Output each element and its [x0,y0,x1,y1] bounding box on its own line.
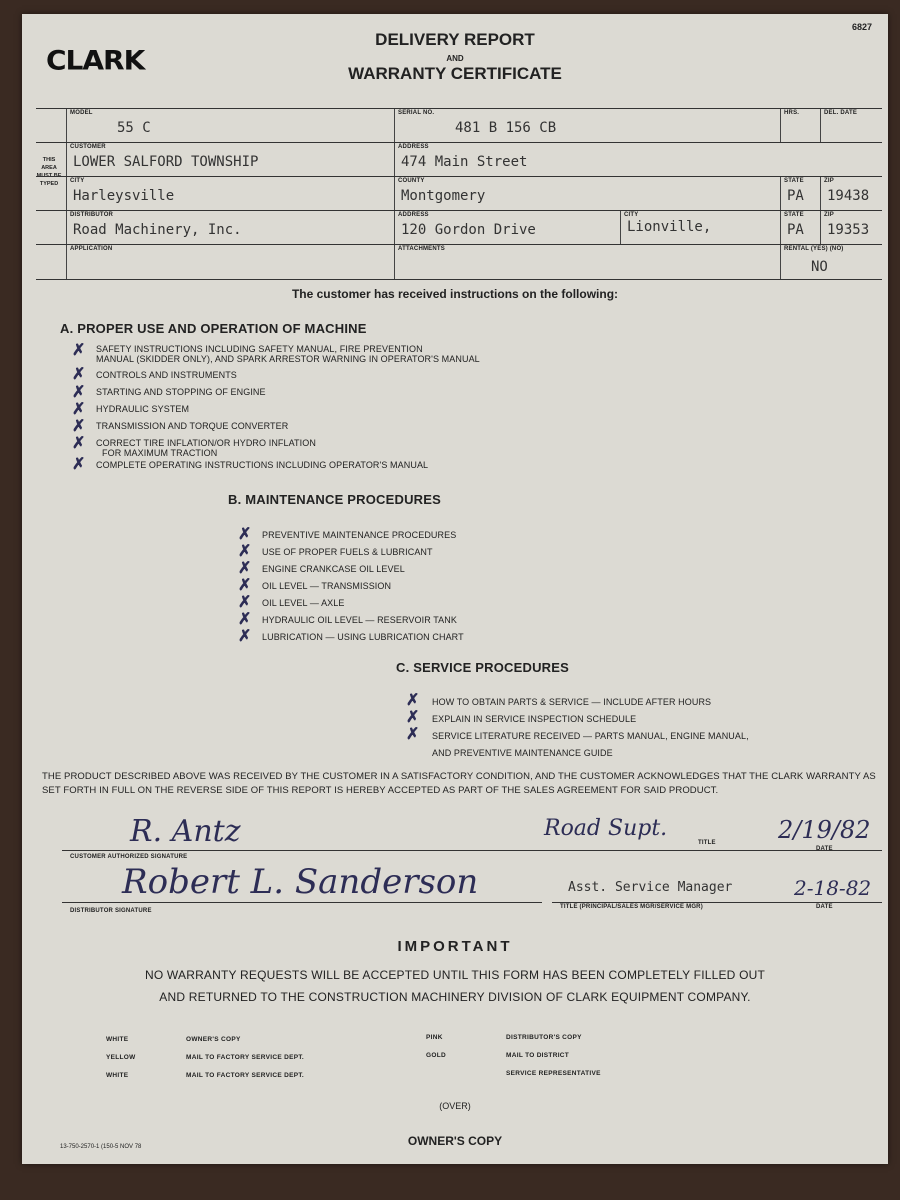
check-mark-icon: ✗ [406,692,420,709]
state-cell[interactable] [780,177,820,211]
clark-logo: CLARK [46,44,145,77]
county-value: Montgomery [401,188,486,204]
copy-color: YELLOW [106,1054,136,1061]
distributor-title-value[interactable]: Asst. Service Manager [568,880,733,895]
customer-signature-line [62,850,542,851]
item-lubrication-chart: LUBRICATION — USING LUBRICATION CHART [262,632,464,642]
check-mark-icon: ✗ [238,543,252,560]
application-label: APPLICATION [70,246,113,252]
customer-date-label: DATE [816,846,833,852]
check-mark-icon: ✗ [238,526,252,543]
application-cell[interactable] [66,245,394,279]
field-grid [36,108,882,278]
model-value: 55 C [117,120,151,136]
copy-color: WHITE [106,1072,129,1079]
rental-cell[interactable] [780,245,882,279]
typed-area-note: THIS AREA MUST BE TYPED [36,157,62,187]
address-cell[interactable] [394,143,882,177]
copy-color: WHITE [106,1036,129,1043]
hrs-label: HRS. [784,110,800,116]
del-date-label: DEL. DATE [824,110,858,116]
item-tire-inflation-cont: FOR MAXIMUM TRACTION [102,448,218,458]
warranty-form [22,14,888,1164]
copy-destination: SERVICE REPRESENTATIVE [506,1070,601,1077]
copy-destination: DISTRIBUTOR'S COPY [506,1034,582,1041]
county-label: COUNTY [398,178,425,184]
dist-address-value: 120 Gordon Drive [401,222,536,238]
distributor-label: DISTRIBUTOR [70,212,114,218]
item-inspection-schedule: EXPLAIN IN SERVICE INSPECTION SCHEDULE [432,714,637,724]
check-mark-icon: ✗ [72,342,86,359]
section-c-heading: C. SERVICE PROCEDURES [396,660,569,675]
item-transmission: TRANSMISSION AND TORQUE CONVERTER [96,421,289,431]
distributor-signature-line [62,902,542,903]
dist-city-value: Lionville, [627,219,712,235]
state-label: STATE [784,178,804,184]
title-delivery-report: DELIVERY REPORT [375,30,535,49]
distributor-value: Road Machinery, Inc. [73,222,242,238]
zip-cell[interactable] [820,177,882,211]
item-oil-transmission: OIL LEVEL — TRANSMISSION [262,581,392,591]
distributor-date-label: DATE [816,904,833,910]
distributor-title-line [552,902,882,903]
zip-label: ZIP [824,178,834,184]
check-mark-icon: ✗ [238,628,252,645]
title-warranty-certificate: WARRANTY CERTIFICATE [348,64,562,83]
copy-destination: OWNER'S COPY [186,1036,241,1043]
instructions-heading: The customer has received instructions on the following: [291,287,619,301]
important-line-2: AND RETURNED TO THE CONSTRUCTION MACHINERY DIVISION OF CLARK EQUIPMENT COMPANY. [159,990,751,1004]
customer-title-line [542,850,722,851]
copy-color: PINK [426,1034,443,1041]
item-starting-stopping: STARTING AND STOPPING OF ENGINE [96,387,266,397]
zip-value: 19438 [827,188,870,204]
item-preventive-maintenance: PREVENTIVE MAINTENANCE PROCEDURES [262,530,457,540]
customer-signature-label: CUSTOMER AUTHORIZED SIGNATURE [70,854,188,860]
check-mark-icon: ✗ [72,418,86,435]
distributor-signature[interactable]: Robert L. Sanderson [122,862,479,902]
form-code: 13-750-2570-1 (150-5 NOV 78 [60,1144,142,1150]
customer-title-value[interactable]: Road Supt. [544,816,668,841]
copy-color: GOLD [426,1052,446,1059]
section-a-heading: A. PROPER USE AND OPERATION OF MACHINE [60,321,367,336]
dist-city-cell[interactable] [620,211,780,245]
check-mark-icon: ✗ [72,435,86,452]
check-mark-icon: ✗ [238,611,252,628]
item-safety-instructions: SAFETY INSTRUCTIONS INCLUDING SAFETY MANUAL, FIRE PREVENTION [96,344,423,354]
check-mark-icon: ✗ [72,384,86,401]
check-mark-icon: ✗ [72,401,86,418]
item-oil-axle: OIL LEVEL — AXLE [262,598,345,608]
item-parts-service: HOW TO OBTAIN PARTS & SERVICE — INCLUDE AFTER HOURS [432,697,712,707]
attachments-cell[interactable] [394,245,780,279]
acceptance-text: THE PRODUCT DESCRIBED ABOVE WAS RECEIVED BY THE CUSTOMER IN A SATISFACTORY CONDITION, AND THE CUSTOMER ACKNOWLEDGES THAT THE CLARK WARRANTY AS SET FORTH IN FULL ON THE REVERSE SIDE OF THIS REPORT IS HEREBY ACCEPTED AS PART OF THE SALES AGREEMENT FOR SAID PRODUCT. [42,771,876,796]
item-operating-instructions: COMPLETE OPERATING INSTRUCTIONS INCLUDING OPERATOR'S MANUAL [96,460,429,470]
distributor-date-value[interactable]: 2-18-82 [794,876,872,900]
item-tire-inflation: CORRECT TIRE INFLATION/OR HYDRO INFLATION [96,438,316,448]
customer-cell[interactable] [66,143,394,177]
check-mark-icon: ✗ [72,456,86,473]
hrs-cell[interactable] [780,109,820,143]
check-mark-icon: ✗ [406,726,420,743]
item-crankcase-oil: ENGINE CRANKCASE OIL LEVEL [262,564,405,574]
rental-label: RENTAL (YES) (NO) [784,246,844,252]
check-mark-icon: ✗ [238,577,252,594]
dist-city-label: CITY [624,212,639,218]
dist-zip-cell[interactable] [820,211,882,245]
customer-date-line [722,850,882,851]
dist-zip-label: ZIP [824,212,834,218]
distributor-title-label: TITLE (PRINCIPAL/SALES MGR/SERVICE MGR) [560,904,703,910]
item-service-literature: SERVICE LITERATURE RECEIVED — PARTS MANUAL, ENGINE MANUAL, [432,731,749,741]
item-fuels-lubricant: USE OF PROPER FUELS & LUBRICANT [262,547,433,557]
copy-destination: MAIL TO DISTRICT [506,1052,570,1059]
dist-zip-value: 19353 [827,222,870,238]
item-service-literature-cont: AND PREVENTIVE MAINTENANCE GUIDE [432,748,613,758]
form-number: 6827 [851,22,872,32]
model-label: MODEL [70,110,93,116]
serial-label: SERIAL NO. [398,110,435,116]
check-mark-icon: ✗ [72,366,86,383]
customer-value: LOWER SALFORD TOWNSHIP [73,154,259,170]
check-mark-icon: ✗ [406,709,420,726]
item-controls: CONTROLS AND INSTRUMENTS [96,370,237,380]
customer-label: CUSTOMER [70,144,106,150]
copy-destination: MAIL TO FACTORY SERVICE DEPT. [186,1054,305,1061]
check-mark-icon: ✗ [238,594,252,611]
model-cell[interactable] [66,109,394,143]
over-note: (OVER) [439,1101,471,1111]
dist-state-label: STATE [784,212,804,218]
dist-address-label: ADDRESS [398,212,429,218]
customer-date-value[interactable]: 2/19/82 [778,816,871,844]
title-and: AND [446,54,464,63]
city-value: Harleysville [73,188,175,204]
check-mark-icon: ✗ [238,560,252,577]
attachments-label: ATTACHMENTS [398,246,445,252]
dist-state-cell[interactable] [780,211,820,245]
item-hydraulic-oil: HYDRAULIC OIL LEVEL — RESERVOIR TANK [262,615,457,625]
item-hydraulic: HYDRAULIC SYSTEM [96,404,190,414]
address-label: ADDRESS [398,144,429,150]
del-date-cell[interactable] [820,109,882,143]
serial-cell[interactable] [394,109,780,143]
rental-value: NO [811,259,828,275]
customer-title-label: TITLE [698,840,716,846]
distributor-cell[interactable] [66,211,394,245]
important-notice [22,964,888,1008]
distributor-signature-label: DISTRIBUTOR SIGNATURE [70,908,152,914]
section-b-heading: B. MAINTENANCE PROCEDURES [228,492,442,507]
important-heading: IMPORTANT [397,938,513,955]
item-safety-instructions-cont: MANUAL (SKIDDER ONLY), AND SPARK ARRESTOR WARNING IN OPERATOR'S MANUAL [96,354,480,364]
state-value: PA [787,188,804,204]
city-label: CITY [70,178,85,184]
serial-value: 481 B 156 CB [455,120,557,136]
city-cell[interactable] [66,177,394,211]
dist-state-value: PA [787,222,804,238]
important-line-1: NO WARRANTY REQUESTS WILL BE ACCEPTED UNTIL THIS FORM HAS BEEN COMPLETELY FILLED OUT [144,968,766,982]
customer-signature[interactable]: R. Antz [130,814,241,849]
county-cell[interactable] [394,177,780,211]
address-value: 474 Main Street [401,154,528,170]
dist-address-cell[interactable] [394,211,620,245]
copy-destination: MAIL TO FACTORY SERVICE DEPT. [186,1072,305,1079]
owners-copy-label: OWNER'S COPY [407,1134,503,1148]
